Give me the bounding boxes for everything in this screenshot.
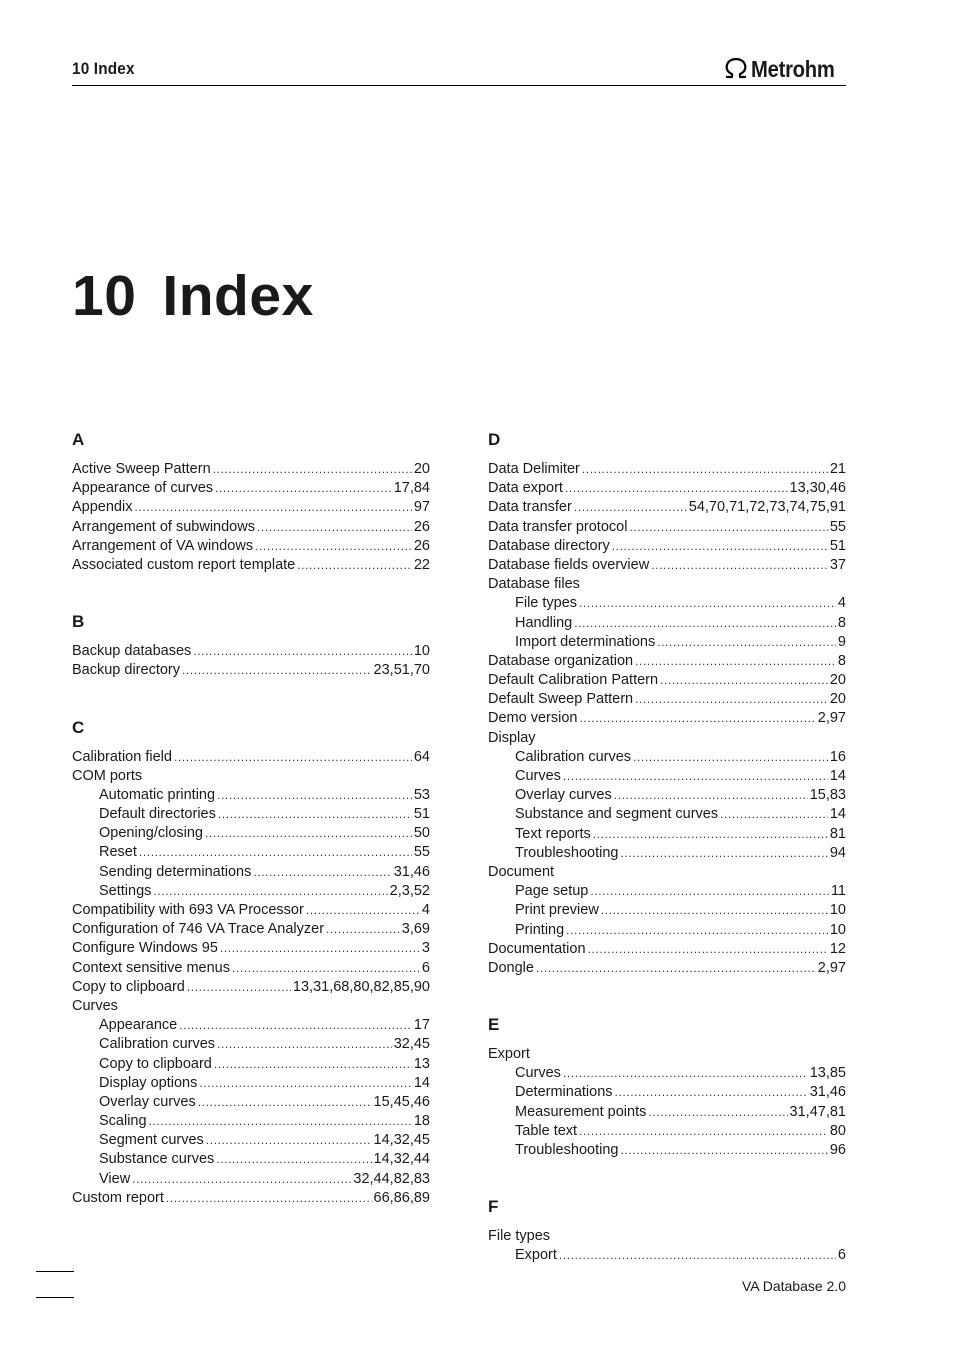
entry-pages: 18: [413, 1113, 430, 1130]
index-entry: [488, 479, 846, 498]
index-entry: [72, 479, 430, 498]
entry-pages: 51: [829, 537, 846, 554]
entry-pages: 15,45,46: [373, 1093, 430, 1110]
index-entry: [72, 537, 430, 556]
entry-term: File types: [515, 595, 578, 612]
entry-term: Print preview: [515, 902, 599, 919]
index-entry: [72, 642, 430, 661]
dot-leader: [720, 805, 828, 824]
entry-term: Default directories: [99, 806, 216, 823]
dot-leader: [187, 978, 291, 997]
dot-leader: [149, 1112, 412, 1131]
index-subentry: [488, 1103, 846, 1122]
index-subentry: [488, 1083, 846, 1102]
index-entry: [488, 518, 846, 537]
index-entry: [488, 1227, 846, 1246]
entry-pages: 64: [413, 748, 430, 765]
omega-logo-icon: [723, 57, 749, 81]
entry-pages: 10: [829, 902, 846, 919]
entry-pages: 97: [413, 499, 430, 516]
index-entry: [488, 940, 846, 959]
entry-pages: 3,69: [401, 921, 430, 938]
index-entry: [72, 498, 430, 517]
dot-leader: [635, 690, 828, 709]
footer-rule: [36, 1297, 74, 1298]
dot-leader: [213, 460, 412, 479]
entry-pages: 8: [837, 614, 846, 631]
entry-pages: 17: [413, 1017, 430, 1034]
entry-term: Data transfer: [488, 499, 572, 516]
entry-pages: 12: [829, 940, 846, 957]
entry-term: Curves: [515, 768, 561, 784]
entry-pages: 20: [829, 691, 846, 708]
dot-leader: [232, 959, 420, 978]
entry-pages: 6: [421, 959, 430, 976]
entry-term: Data export: [488, 480, 563, 497]
dot-leader: [574, 614, 836, 633]
entry-term: Default Sweep Pattern: [488, 691, 634, 708]
entry-term: Appearance: [99, 1017, 178, 1034]
entry-pages: 54,70,71,72,73,74,75,91: [688, 499, 846, 516]
entry-term: Substance curves: [99, 1151, 215, 1168]
index-subentry: [488, 594, 846, 613]
entry-pages: 10: [413, 643, 430, 660]
entry-pages: 2,3,52: [389, 882, 430, 899]
dot-leader: [193, 642, 412, 661]
entry-term: Appendix: [72, 499, 133, 516]
entry-term: Demo version: [488, 710, 578, 727]
entry-term: Configuration of 746 VA Trace Analyzer: [72, 921, 325, 938]
entry-term: Overlay curves: [99, 1093, 196, 1110]
dot-leader: [216, 1150, 371, 1169]
entry-pages: 51: [413, 806, 430, 823]
entry-pages: 11: [830, 883, 846, 900]
entry-term: Compatibility with 693 VA Processor: [72, 902, 304, 918]
index-entry: [72, 556, 430, 575]
entry-pages: 55: [829, 518, 846, 535]
entry-term: Determinations: [515, 1084, 613, 1101]
index-subentry: [72, 1016, 430, 1035]
index-entry: [488, 460, 846, 479]
index-subentry: [488, 1246, 846, 1265]
dot-leader: [620, 844, 827, 863]
entry-pages: 17,84: [393, 480, 430, 497]
dot-leader: [166, 1189, 372, 1208]
entry-pages: 32,44,82,83: [353, 1170, 430, 1187]
dot-leader: [182, 661, 372, 680]
index-entry: [72, 939, 430, 958]
dot-leader: [588, 940, 828, 959]
index-subentry: [72, 824, 430, 843]
index-subentry: [488, 921, 846, 940]
dot-leader: [153, 882, 387, 901]
index-subentry: [488, 1122, 846, 1141]
index-entry: [488, 863, 846, 882]
section-letter: A: [72, 430, 85, 449]
entry-term: Context sensitive menus: [72, 959, 230, 976]
dot-leader: [253, 863, 391, 882]
index-entry: [488, 575, 846, 594]
entry-term: Page setup: [515, 883, 589, 900]
index-subentry: [72, 1055, 430, 1074]
entry-term: Settings: [99, 882, 152, 899]
entry-term: Curves: [72, 997, 118, 1014]
entry-pages: 15,83: [809, 787, 846, 804]
entry-term: Troubleshooting: [515, 1142, 619, 1158]
index-entry: [72, 518, 430, 537]
entry-term: Database files: [488, 576, 580, 593]
entry-term: Overlay curves: [515, 787, 612, 804]
index-subentry: [72, 1150, 430, 1169]
entry-term: Configure Windows 95: [72, 940, 218, 957]
entry-term: Documentation: [488, 940, 586, 957]
index-subentry: [488, 805, 846, 824]
entry-pages: 2,97: [817, 959, 846, 976]
dot-leader: [218, 805, 412, 824]
dot-leader: [174, 748, 412, 767]
entry-term: Table text: [515, 1122, 578, 1139]
entry-term: Troubleshooting: [515, 844, 619, 861]
section-letter: C: [72, 717, 85, 737]
index-subentry: [488, 614, 846, 633]
index-column-right: [488, 428, 846, 1266]
dot-leader: [582, 460, 828, 479]
index-entry: [72, 1189, 430, 1208]
entry-pages: 94: [829, 844, 846, 861]
section-letter: F: [488, 1197, 499, 1217]
dot-leader: [132, 1170, 351, 1189]
entry-term: Calibration curves: [99, 1036, 216, 1053]
entry-term: Custom report: [72, 1189, 164, 1206]
index-subentry: [488, 825, 846, 844]
section-letter: E: [488, 1015, 500, 1035]
index-entry: [72, 901, 430, 920]
index-subentry: [72, 1074, 430, 1093]
index-subentry: [488, 748, 846, 767]
entry-pages: 16: [829, 748, 846, 765]
index-entry: [488, 498, 846, 517]
entry-term: Arrangement of subwindows: [72, 518, 255, 535]
entry-pages: 13,30,46: [789, 480, 846, 497]
dot-leader: [199, 1074, 412, 1093]
dot-leader: [657, 633, 836, 652]
entry-pages: 23,51,70: [373, 662, 430, 679]
dot-leader: [651, 556, 828, 575]
entry-pages: 21: [829, 461, 846, 477]
entry-term: Export: [488, 1046, 530, 1063]
index-subentry: [488, 844, 846, 863]
entry-term: Handling: [515, 614, 573, 631]
entry-term: Sending determinations: [99, 863, 252, 880]
index-subentry: [72, 1131, 430, 1150]
index-subentry: [72, 1093, 430, 1112]
entry-pages: 80: [829, 1122, 846, 1139]
index-entry: [72, 920, 430, 939]
dot-leader: [620, 1141, 827, 1160]
dot-leader: [590, 882, 829, 901]
entry-pages: 26: [413, 537, 430, 554]
footer-text: VA Database 2.0: [741, 1278, 846, 1294]
index-entry: [72, 997, 430, 1016]
dot-leader: [579, 1122, 828, 1141]
entry-pages: 66,86,89: [373, 1189, 430, 1206]
index-column-left: [72, 428, 430, 1208]
entry-term: Data transfer protocol: [488, 518, 628, 535]
entry-pages: 20: [413, 461, 430, 477]
entry-term: View: [99, 1170, 131, 1187]
index-subentry: [72, 863, 430, 882]
entry-term: Curves: [515, 1065, 561, 1082]
section-letter: D: [488, 430, 501, 449]
dot-leader: [559, 1246, 836, 1265]
index-subentry: [488, 882, 846, 901]
entry-pages: 13: [413, 1055, 430, 1072]
dot-leader: [574, 498, 687, 517]
entry-term: Default Calibration Pattern: [488, 672, 659, 689]
index-subentry: [72, 1112, 430, 1131]
entry-pages: 13,31,68,80,82,85,90: [292, 978, 430, 995]
index-entry: [72, 767, 430, 786]
entry-term: Backup directory: [72, 662, 180, 679]
entry-pages: 31,46: [809, 1084, 846, 1101]
metrohm-logo: [723, 55, 846, 83]
index-subentry: [488, 1141, 846, 1160]
entry-pages: 37: [829, 556, 846, 573]
entry-term: Arrangement of VA windows: [72, 537, 254, 554]
header-rule: [72, 85, 846, 86]
entry-term: Database fields overview: [488, 556, 650, 573]
running-header: 10 Index: [72, 59, 135, 78]
index-entry: [488, 690, 846, 709]
entry-pages: 31,46: [393, 863, 430, 880]
entry-term: Appearance of curves: [72, 480, 214, 497]
entry-pages: 10: [829, 921, 846, 938]
dot-leader: [536, 959, 816, 978]
dot-leader: [134, 498, 411, 517]
entry-term: Display options: [99, 1074, 198, 1091]
index-entry: [488, 537, 846, 556]
dot-leader: [297, 556, 412, 575]
entry-pages: 20: [829, 672, 846, 689]
entry-term: Scaling: [99, 1113, 147, 1130]
dot-leader: [217, 1035, 392, 1054]
entry-term: Database organization: [488, 652, 634, 669]
chapter-title-text: Index: [162, 264, 314, 328]
entry-term: Data Delimiter: [488, 461, 580, 477]
dot-leader: [563, 1064, 808, 1083]
brand-name: Metrohm: [750, 55, 835, 82]
entry-pages: 6: [837, 1247, 846, 1264]
entry-term: Reset: [99, 844, 137, 861]
dot-leader: [257, 518, 412, 537]
index-entry: [488, 959, 846, 978]
dot-leader: [214, 1055, 412, 1074]
index-entry: [72, 460, 430, 479]
dot-leader: [215, 479, 392, 498]
entry-term: File types: [488, 1228, 551, 1245]
dot-leader: [629, 518, 827, 537]
dot-leader: [205, 824, 412, 843]
entry-term: Automatic printing: [99, 786, 216, 803]
entry-pages: 96: [829, 1142, 846, 1158]
index-entry: [488, 709, 846, 728]
entry-pages: 4: [837, 595, 846, 612]
index-subentry: [488, 633, 846, 652]
dot-leader: [217, 786, 412, 805]
chapter-number: 10: [72, 264, 137, 328]
entry-pages: 53: [413, 786, 430, 803]
entry-pages: 4: [421, 902, 430, 918]
dot-leader: [255, 537, 412, 556]
entry-pages: 2,97: [817, 710, 846, 727]
footer-rule: [36, 1271, 74, 1272]
entry-term: Opening/closing: [99, 825, 203, 842]
dot-leader: [220, 939, 420, 958]
entry-pages: 14: [829, 768, 846, 784]
entry-term: Associated custom report template: [72, 556, 296, 573]
entry-term: Copy to clipboard: [99, 1055, 212, 1072]
dot-leader: [612, 537, 828, 556]
index-subentry: [488, 901, 846, 920]
entry-pages: 22: [413, 556, 430, 573]
entry-term: Text reports: [515, 825, 591, 842]
dot-leader: [179, 1016, 412, 1035]
entry-term: Import determinations: [515, 633, 656, 650]
section-letter: B: [72, 612, 85, 632]
dot-leader: [326, 920, 400, 939]
entry-pages: 14: [413, 1074, 430, 1091]
dot-leader: [635, 652, 836, 671]
entry-term: COM ports: [72, 767, 143, 784]
entry-term: Document: [488, 863, 555, 880]
index-entry: [72, 978, 430, 997]
entry-pages: 14: [829, 806, 846, 823]
index-entry: [72, 959, 430, 978]
entry-term: Dongle: [488, 959, 534, 976]
entry-term: Database directory: [488, 537, 610, 554]
index-entry: [72, 661, 430, 680]
entry-pages: 55: [413, 844, 430, 861]
index-subentry: [72, 843, 430, 862]
index-subentry: [72, 805, 430, 824]
dot-leader: [633, 748, 828, 767]
entry-term: Calibration field: [72, 748, 172, 765]
index-subentry: [72, 786, 430, 805]
index-subentry: [488, 786, 846, 805]
dot-leader: [139, 843, 412, 862]
entry-term: Printing: [515, 921, 565, 938]
index-entry: [488, 1045, 846, 1064]
entry-pages: 8: [837, 652, 846, 669]
entry-pages: 3: [421, 940, 430, 957]
dot-leader: [563, 767, 828, 786]
entry-term: Substance and segment curves: [515, 806, 719, 823]
index-subentry: [72, 1035, 430, 1054]
dot-leader: [206, 1131, 372, 1150]
dot-leader: [579, 594, 836, 613]
index-entry: [488, 729, 846, 748]
entry-term: Active Sweep Pattern: [72, 461, 211, 477]
dot-leader: [565, 479, 788, 498]
entry-term: Segment curves: [99, 1132, 204, 1149]
entry-term: Measurement points: [515, 1103, 647, 1120]
dot-leader: [579, 709, 815, 728]
dot-leader: [601, 901, 828, 920]
dot-leader: [648, 1103, 787, 1122]
entry-pages: 9: [837, 633, 846, 650]
index-entry: [72, 748, 430, 767]
dot-leader: [615, 1083, 808, 1102]
index-subentry: [72, 1170, 430, 1189]
entry-pages: 14,32,45: [373, 1132, 430, 1149]
entry-term: Backup databases: [72, 643, 192, 660]
entry-term: Calibration curves: [515, 748, 632, 765]
dot-leader: [198, 1093, 372, 1112]
index-subentry: [488, 767, 846, 786]
entry-pages: 13,85: [809, 1065, 846, 1082]
entry-term: Export: [515, 1247, 557, 1264]
entry-pages: 50: [413, 825, 430, 842]
dot-leader: [614, 786, 808, 805]
index-entry: [488, 652, 846, 671]
index-subentry: [488, 1064, 846, 1083]
entry-pages: 81: [829, 825, 846, 842]
entry-pages: 31,47,81: [789, 1103, 846, 1120]
entry-pages: 26: [413, 518, 430, 535]
index-entry: [488, 671, 846, 690]
chapter-title: [72, 263, 314, 329]
index-entry: [488, 556, 846, 575]
index-subentry: [72, 882, 430, 901]
dot-leader: [660, 671, 828, 690]
entry-term: Copy to clipboard: [72, 978, 185, 995]
entry-pages: 14,32,44: [373, 1151, 430, 1168]
entry-term: Display: [488, 729, 536, 746]
dot-leader: [593, 825, 828, 844]
dot-leader: [306, 901, 420, 920]
dot-leader: [566, 921, 828, 940]
entry-pages: 32,45: [393, 1036, 430, 1053]
